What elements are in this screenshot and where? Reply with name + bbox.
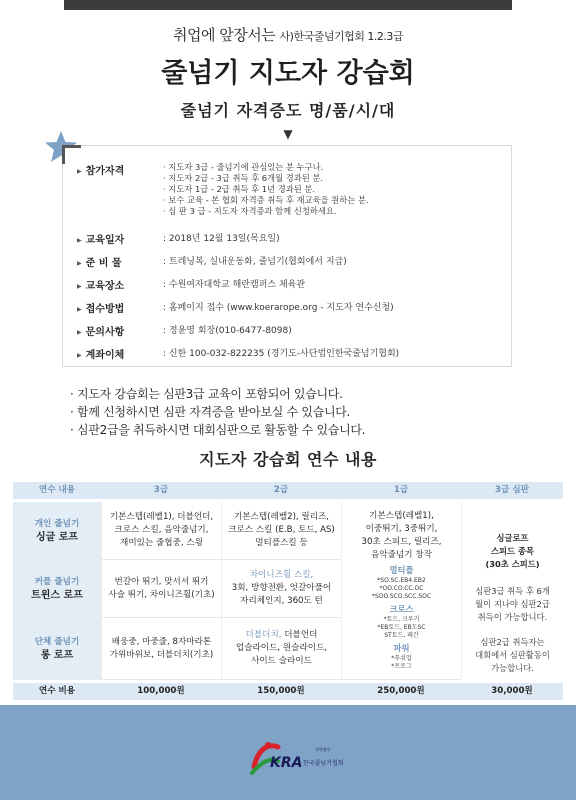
header-line1-main: 취업에 앞장서는 bbox=[173, 26, 276, 44]
cell-line: 사슬 뛰기, 차이니즈휠(기초) bbox=[108, 589, 215, 600]
note-item: · 심판2급을 취득하시면 대회심판으로 활동할 수 있습니다. bbox=[70, 423, 366, 437]
cell-line: 멀티플스킬 등 bbox=[255, 538, 308, 548]
judge-note-line: 심판2급 취득자는 bbox=[480, 637, 545, 647]
info-row-eligibility bbox=[77, 162, 369, 217]
category-cell bbox=[13, 502, 101, 560]
cell-line: 기본스텝(레벨1), 더블언더, bbox=[109, 512, 214, 522]
eligibility-item: · 지도자 2급 - 3급 취득 후 6개월 경과된 분. bbox=[163, 173, 324, 183]
eligibility-item: · 보수 교육 - 본 협회 자격증 취득 후 재교육을 원하는 분. bbox=[163, 195, 369, 205]
info-box bbox=[62, 145, 512, 367]
mini-line: *프로그 bbox=[391, 663, 412, 670]
judge-note-line: 심판3급 취득 후 6개 bbox=[475, 586, 550, 596]
info-label bbox=[77, 300, 163, 315]
info-label-text: 계좌이체 bbox=[85, 350, 125, 361]
info-label-text: 접수방법 bbox=[85, 304, 125, 315]
fee-value: 150,000원 bbox=[221, 680, 341, 700]
section-title bbox=[0, 447, 576, 470]
cell-highlight: 차이니즈휠 스킬, bbox=[249, 570, 314, 580]
header-line1 bbox=[0, 24, 576, 45]
cell-line: 배웅중, 마중줄, 8자마라톤 bbox=[111, 636, 212, 647]
notes bbox=[70, 385, 530, 439]
header-line1-small: 사)한국줄넘기협회 1.2.3급 bbox=[279, 30, 403, 43]
fee-value: 250,000원 bbox=[341, 680, 461, 700]
cell-highlight: 더블더치, bbox=[245, 630, 282, 640]
grade3-cell bbox=[101, 502, 221, 560]
category-top: 개인 줄넘기 bbox=[34, 519, 80, 529]
section-title-text: 지도자 강습회 연수 내용 bbox=[195, 447, 381, 470]
cell-line: 음악줄넘기 창작 bbox=[371, 550, 432, 560]
fee-value: 30,000원 bbox=[461, 680, 563, 700]
info-label bbox=[77, 323, 163, 338]
info-label bbox=[77, 162, 163, 177]
info-row-date bbox=[77, 231, 280, 246]
cell-line: 30초 스피드, 릴리즈, bbox=[361, 537, 442, 547]
eligibility-item: · 심 판 3 급 - 지도자 자격증과 함께 신청하세요. bbox=[163, 206, 337, 216]
grade2-cell bbox=[221, 560, 341, 618]
category-top: 단체 줄넘기 bbox=[34, 637, 80, 647]
category-cell bbox=[13, 560, 101, 618]
grade2-cell bbox=[221, 618, 341, 680]
mini-line: ST토드, 페간 bbox=[384, 632, 419, 639]
info-row-registration bbox=[77, 300, 394, 315]
judge-note-line: 대회에서 심판활동이 bbox=[475, 650, 550, 660]
info-label bbox=[77, 254, 163, 269]
page-title: 줄넘기 지도자 강습회 bbox=[155, 51, 421, 90]
table-header: 2급 bbox=[221, 482, 341, 502]
cell-line: 번갈아 뛰기, 맞서서 뛰기 bbox=[114, 576, 209, 587]
info-label-text: 문의사항 bbox=[85, 327, 125, 338]
logo-tm: 사단법인 bbox=[315, 747, 331, 752]
info-value: : 수원여자대학교 해란캠퍼스 체육관 bbox=[163, 280, 306, 290]
triangle-icon: ▶ bbox=[77, 168, 82, 175]
mini-line: *EB토드, EB도SC bbox=[377, 624, 426, 631]
judge-note-line: 월이 지나야 심판2급 bbox=[475, 599, 550, 609]
table-header: 3급 심판 bbox=[461, 482, 563, 502]
mini-line: *푸쉬업 bbox=[391, 655, 412, 662]
category-bottom: 롱 로프 bbox=[40, 650, 74, 661]
info-value: : 정윤영 회장(010-6477-8098) bbox=[163, 326, 292, 336]
judge-bold-line: (30초 스피드) bbox=[485, 559, 540, 569]
grade2-cell bbox=[221, 502, 341, 560]
cross-title: 크로스 bbox=[389, 604, 414, 614]
eligibility-item: · 지도자 1급 - 2급 취득 후 1년 경과된 분. bbox=[163, 184, 316, 194]
fee-row bbox=[13, 680, 563, 700]
grade3-cell bbox=[101, 618, 221, 680]
info-label-text: 교육일자 bbox=[85, 235, 125, 246]
judge-bold-line: 싱글로프 bbox=[496, 533, 529, 543]
power-title: 파워 bbox=[393, 643, 410, 653]
cell-line: 크로스 스킬, 음악줄넘기, bbox=[114, 525, 209, 535]
cell-line: 자리체인지, 360도 턴 bbox=[240, 596, 323, 606]
category-cell bbox=[13, 618, 101, 680]
cell-line bbox=[222, 629, 341, 642]
eligibility-list bbox=[163, 162, 369, 217]
info-label-text: 참가자격 bbox=[85, 166, 125, 177]
cell-text: 더블언더 bbox=[281, 630, 318, 640]
info-label bbox=[77, 346, 163, 361]
mini-line: *SOO.SCO.SCC.SOC bbox=[371, 593, 432, 600]
multi-title: 멀티플 bbox=[389, 565, 414, 575]
page-subtitle: 줄넘기 자격증도 명/품/시/대 bbox=[180, 101, 396, 120]
info-label-text: 교육장소 bbox=[85, 281, 125, 292]
info-value: : 트레닝복, 실내운동화, 줄넘기(협회에서 지급) bbox=[163, 257, 347, 267]
fee-label: 연수 비용 bbox=[13, 680, 101, 700]
info-label-text: 준 비 물 bbox=[85, 258, 122, 269]
table-header: 연수 내용 bbox=[13, 482, 101, 502]
grade3-cell bbox=[101, 560, 221, 618]
cell-line: 크로스 스킬 (E.B, 토드, AS) bbox=[228, 525, 335, 535]
mini-line: *SO.SC.EB4.EB2 bbox=[377, 577, 426, 584]
info-value: : 신한 100-032-822235 (경기도-사단법인한국줄넘기협회) bbox=[163, 349, 400, 359]
info-row-account bbox=[77, 346, 399, 361]
judge-note-line: 가능합니다. bbox=[491, 663, 534, 673]
info-value: : 2018년 12월 13일(목요일) bbox=[163, 234, 280, 244]
category-top: 커플 줄넘기 bbox=[34, 577, 80, 587]
info-value: : 홈페이지 접수 (www.koerarope.org - 지도자 연수신청) bbox=[163, 303, 394, 313]
course-table bbox=[13, 482, 563, 700]
info-row-supplies bbox=[77, 254, 347, 269]
note-item: · 지도자 강습회는 심판3급 교육이 포함되어 있습니다. bbox=[70, 387, 343, 401]
category-bottom: 싱글 로프 bbox=[35, 532, 79, 543]
judge-bold-line: 스피드 종목 bbox=[491, 546, 534, 556]
cell-line: 업슬라이드, 원슬라이드, bbox=[235, 643, 328, 653]
triangle-icon: ▶ bbox=[77, 329, 82, 336]
note-item: · 함께 신청하시면 심판 자격증을 받아보실 수 있습니다. bbox=[70, 405, 351, 419]
fee-value: 100,000원 bbox=[101, 680, 221, 700]
grade1-cell bbox=[341, 502, 461, 680]
triangle-icon: ▶ bbox=[77, 237, 82, 244]
mini-line: *토드, 크루거 bbox=[383, 616, 420, 623]
top-bar bbox=[64, 0, 512, 10]
down-arrow-icon: ▼ bbox=[283, 127, 293, 141]
table-header: 1급 bbox=[341, 482, 461, 502]
table-header-row bbox=[13, 482, 563, 502]
table-header: 3급 bbox=[101, 482, 221, 502]
info-row-location bbox=[77, 277, 305, 292]
cell-line: 재미있는 줄협중, 스윙 bbox=[120, 538, 203, 548]
triangle-icon: ▶ bbox=[77, 306, 82, 313]
mini-line: *OO.CO.CC.OC bbox=[379, 585, 424, 592]
info-label bbox=[77, 231, 163, 246]
cell-line: 가위바위보, 더블더치(기초) bbox=[109, 649, 214, 660]
table-row bbox=[13, 502, 563, 560]
cell-line: 기본스텝(레벨1), bbox=[369, 511, 434, 521]
info-row-contact bbox=[77, 323, 292, 338]
category-bottom: 트윈스 로프 bbox=[31, 590, 83, 601]
cell-line: 이중뛰기, 3중뛰기, bbox=[365, 524, 438, 534]
logo-name: 한국줄넘기협회 bbox=[303, 760, 344, 767]
cell-line: 3회, 방향전환, 엇갈아풀어 bbox=[231, 583, 332, 593]
header bbox=[0, 24, 576, 141]
cell-line: 사이드 슬라이드 bbox=[251, 656, 312, 666]
triangle-icon: ▶ bbox=[77, 352, 82, 359]
eligibility-item: · 지도자 3급 - 줄넘기에 관심있는 분 누구나. bbox=[163, 162, 324, 172]
cell-line: 기본스텝(레벨2), 릴리즈, bbox=[233, 512, 330, 522]
logo-word: KRA bbox=[270, 755, 303, 771]
triangle-icon: ▶ bbox=[77, 260, 82, 267]
info-label bbox=[77, 277, 163, 292]
judge-cell bbox=[461, 502, 563, 680]
judge-note-line: 취득이 가능합니다. bbox=[477, 612, 548, 622]
triangle-icon: ▶ bbox=[77, 283, 82, 290]
